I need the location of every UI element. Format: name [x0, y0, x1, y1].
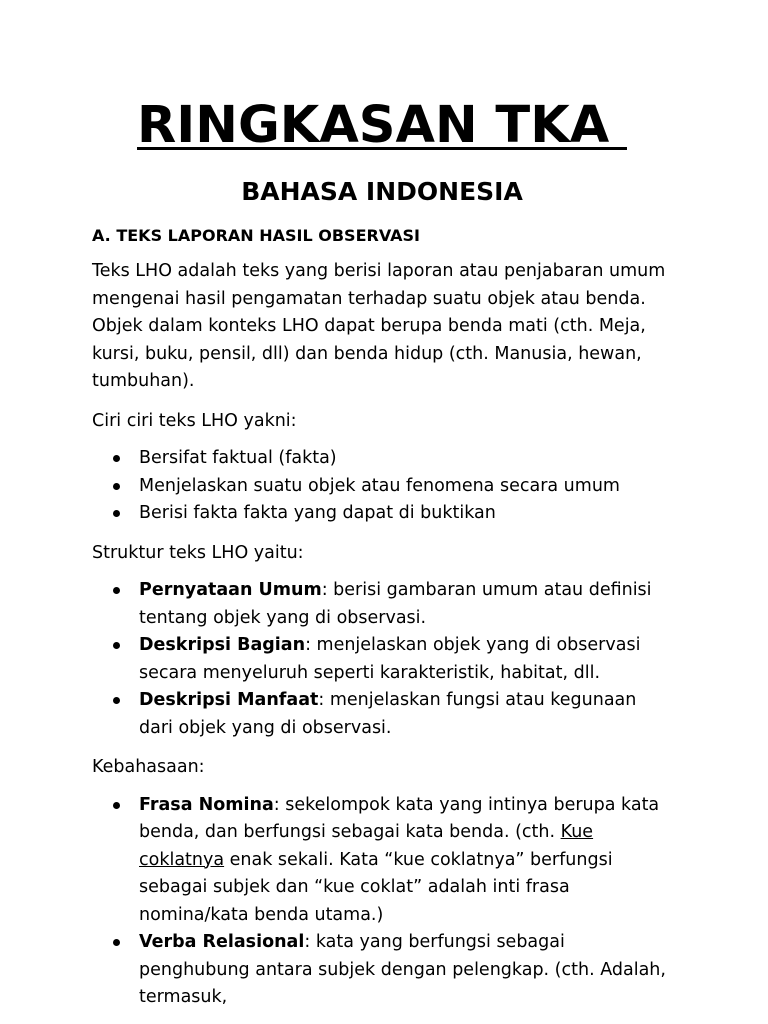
list-item: [139, 929, 672, 1012]
list-item: [139, 687, 672, 742]
kebahasaan-list: [92, 792, 672, 1012]
example-underlined: Kue coklatnya: [139, 822, 594, 870]
kebahasaan-desc: : sekelompok kata yang intinya berupa kata benda, dan berfungsi sebagai kata benda. (cth.: [139, 794, 660, 842]
list-item: [139, 577, 672, 632]
kebahasaan-desc-cont: enak sekali. Kata “kue coklatnya” berfungsi sebagai subjek dan “kue coklat” adalah inti frasa nomina/kata benda utama.): [139, 849, 613, 925]
struktur-term: Deskripsi Bagian: [139, 635, 306, 655]
struktur-label: Struktur teks LHO yaitu:: [92, 542, 304, 563]
bullet-icon: [113, 483, 120, 490]
list-item: [139, 632, 672, 687]
struktur-desc: : menjelaskan fungsi atau kegunaan dari objek yang di observasi.: [139, 690, 637, 738]
kebahasaan-desc: : kata yang berfungsi sebagai penghubung antara subjek dengan pelengkap. (cth. Adalah, termasuk,: [139, 932, 666, 1007]
bullet-icon: [113, 939, 120, 946]
ciri-item-text: Berisi fakta fakta yang dapat di buktikan: [139, 503, 496, 523]
list-item: [139, 792, 672, 930]
bullet-icon: [113, 510, 120, 517]
subject-heading: BAHASA INDONESIA: [241, 177, 523, 206]
struktur-term: Pernyataan Umum: [139, 580, 322, 600]
intro-paragraph: Teks LHO adalah teks yang berisi laporan atau penjabaran umum mengenai hasil pengamatan terhadap suatu objek atau benda. Objek dalam konteks LHO dapat berupa benda mati (cth. Meja, kursi, buku, pensil, dll) dan benda hidup (cth. Manusia, hewan, tumbuhan).: [92, 261, 666, 391]
list-item: [139, 473, 672, 501]
ciri-list: [92, 445, 672, 528]
struktur-list: [92, 577, 672, 742]
ciri-label: Ciri ciri teks LHO yakni:: [92, 410, 297, 431]
struktur-term: Deskripsi Manfaat: [139, 690, 319, 710]
kebahasaan-label: Kebahasaan:: [92, 757, 205, 777]
struktur-desc: : berisi gambaran umum atau definisi tentang objek yang di observasi.: [139, 580, 652, 628]
section-a-heading: A. TEKS LAPORAN HASIL OBSERVASI: [92, 226, 420, 245]
bullet-icon: [113, 697, 120, 704]
list-item: [139, 500, 672, 528]
bullet-icon: [113, 455, 120, 462]
list-item: [139, 445, 672, 473]
bullet-icon: [113, 642, 120, 649]
struktur-desc: : menjelaskan objek yang di observasi secara menyeluruh seperti karakteristik, habitat, dll.: [139, 635, 641, 683]
bullet-icon: [113, 587, 120, 594]
kebahasaan-term: Verba Relasional: [139, 932, 305, 952]
ciri-item-text: Menjelaskan suatu objek atau fenomena secara umum: [139, 475, 620, 496]
bullet-icon: [113, 802, 120, 809]
ciri-item-text: Bersifat faktual (fakta): [139, 448, 337, 468]
kebahasaan-term: Frasa Nomina: [139, 794, 274, 815]
document-title: RINGKASAN TKA: [137, 96, 627, 155]
